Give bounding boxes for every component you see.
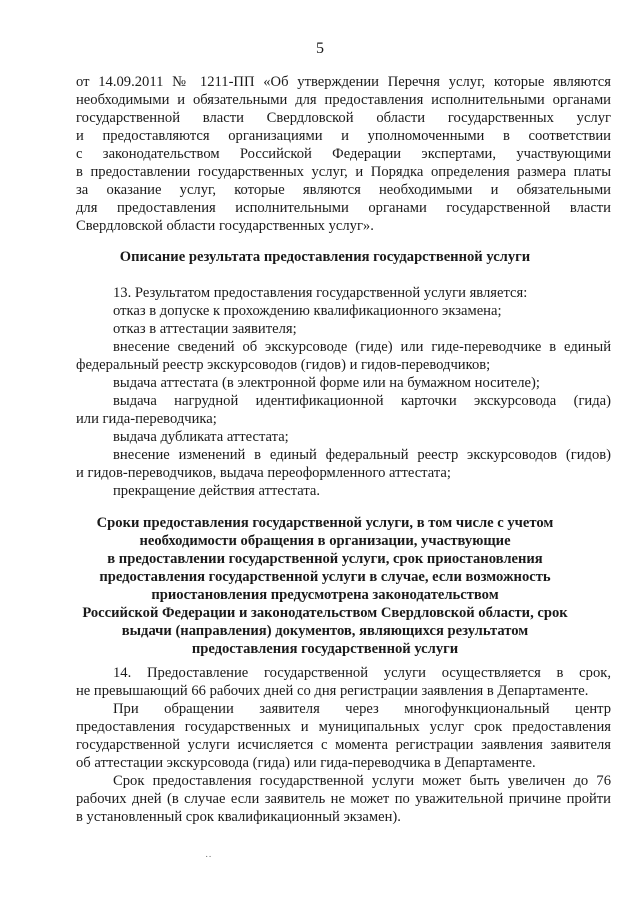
intro-line: государственной власти Свердловской области государственных услуг bbox=[76, 110, 611, 126]
section-heading-terms: необходимости обращения в организации, участвующие bbox=[139, 533, 511, 549]
section14-line: государственной услуги исчисляется с момента регистрации заявления заявителя bbox=[76, 737, 611, 753]
section14-line: в установленный срок квалификационный экзамен). bbox=[76, 809, 401, 825]
section-heading-terms: Сроки предоставления государственной услуги, в том числе с учетом bbox=[96, 515, 554, 531]
section13-line: отказ в аттестации заявителя; bbox=[113, 321, 297, 337]
intro-line: и предоставляются организациями и уполномоченными в соответствии bbox=[76, 128, 611, 144]
section13-line: 13. Результатом предоставления государственной услуги является: bbox=[113, 285, 528, 301]
section13-line: отказ в допуске к прохождению квалификационного экзамена; bbox=[113, 303, 502, 319]
scan-speck: ˙˙ bbox=[205, 855, 212, 866]
section13-line: внесение сведений об экскурсоводе (гиде) или гиде-переводчике в единый bbox=[113, 339, 611, 355]
intro-line: в предоставлении государственных услуг, и Порядка определения размера платы bbox=[76, 164, 611, 180]
section-heading-terms: предоставления государственной услуги в случае, если возможность bbox=[99, 569, 551, 585]
section13-line: выдача дубликата аттестата; bbox=[113, 429, 289, 445]
section14-line: рабочих дней (в случае если заявитель не может по уважительной причине пройти bbox=[76, 791, 611, 807]
intro-line: Свердловской области государственных услуг». bbox=[76, 218, 374, 234]
section13-line: внесение изменений в единый федеральный реестр экскурсоводов (гидов) bbox=[113, 447, 611, 463]
section-heading-result: Описание результата предоставления государственной услуги bbox=[119, 249, 531, 265]
intro-line: для предоставления исполнительными органами государственной власти bbox=[76, 200, 611, 216]
section13-line: федеральный реестр экскурсоводов (гидов) и гидов-переводчиков; bbox=[76, 357, 491, 373]
section-heading-terms: предоставления государственной услуги bbox=[191, 641, 459, 657]
intro-line: от 14.09.2011 № 1211-ПП «Об утверждении Перечня услуг, которые являются bbox=[76, 74, 611, 90]
section-heading-terms: Российской Федерации и законодательством Свердловской области, срок bbox=[82, 605, 568, 621]
section-heading-terms: выдачи (направления) документов, являющихся результатом bbox=[121, 623, 529, 639]
section14-line: При обращении заявителя через многофункциональный центр bbox=[113, 701, 611, 717]
section14-line: Срок предоставления государственной услуги может быть увеличен до 76 bbox=[113, 773, 611, 789]
section14-line: 14. Предоставление государственной услуги осуществляется в срок, bbox=[113, 665, 611, 681]
section13-line: или гида-переводчика; bbox=[76, 411, 217, 427]
page-number: 5 bbox=[316, 40, 324, 57]
section13-line: и гидов-переводчиков, выдача переоформленного аттестата; bbox=[76, 465, 451, 481]
section13-line: прекращение действия аттестата. bbox=[113, 483, 321, 499]
section-heading-terms: приостановления предусмотрена законодательством bbox=[151, 587, 499, 603]
section14-line: предоставления государственных и муниципальных услуг срок предоставления bbox=[76, 719, 611, 735]
intro-line: за оказание услуг, которые являются необходимыми и обязательными bbox=[76, 182, 611, 198]
section13-line: выдача аттестата (в электронной форме или на бумажном носителе); bbox=[113, 375, 540, 391]
section13-line: выдача нагрудной идентификационной карточки экскурсовода (гида) bbox=[113, 393, 611, 409]
intro-line: необходимыми и обязательными для предоставления исполнительными органами bbox=[76, 92, 611, 108]
intro-line: с законодательством Российской Федерации экспертами, участвующими bbox=[76, 146, 611, 162]
section-heading-terms: в предоставлении государственной услуги, срок приостановления bbox=[107, 551, 543, 567]
section14-line: об аттестации экскурсовода (гида) или гида-переводчика в Департаменте. bbox=[76, 755, 536, 771]
section14-line: не превышающий 66 рабочих дней со дня регистрации заявления в Департаменте. bbox=[76, 683, 589, 699]
